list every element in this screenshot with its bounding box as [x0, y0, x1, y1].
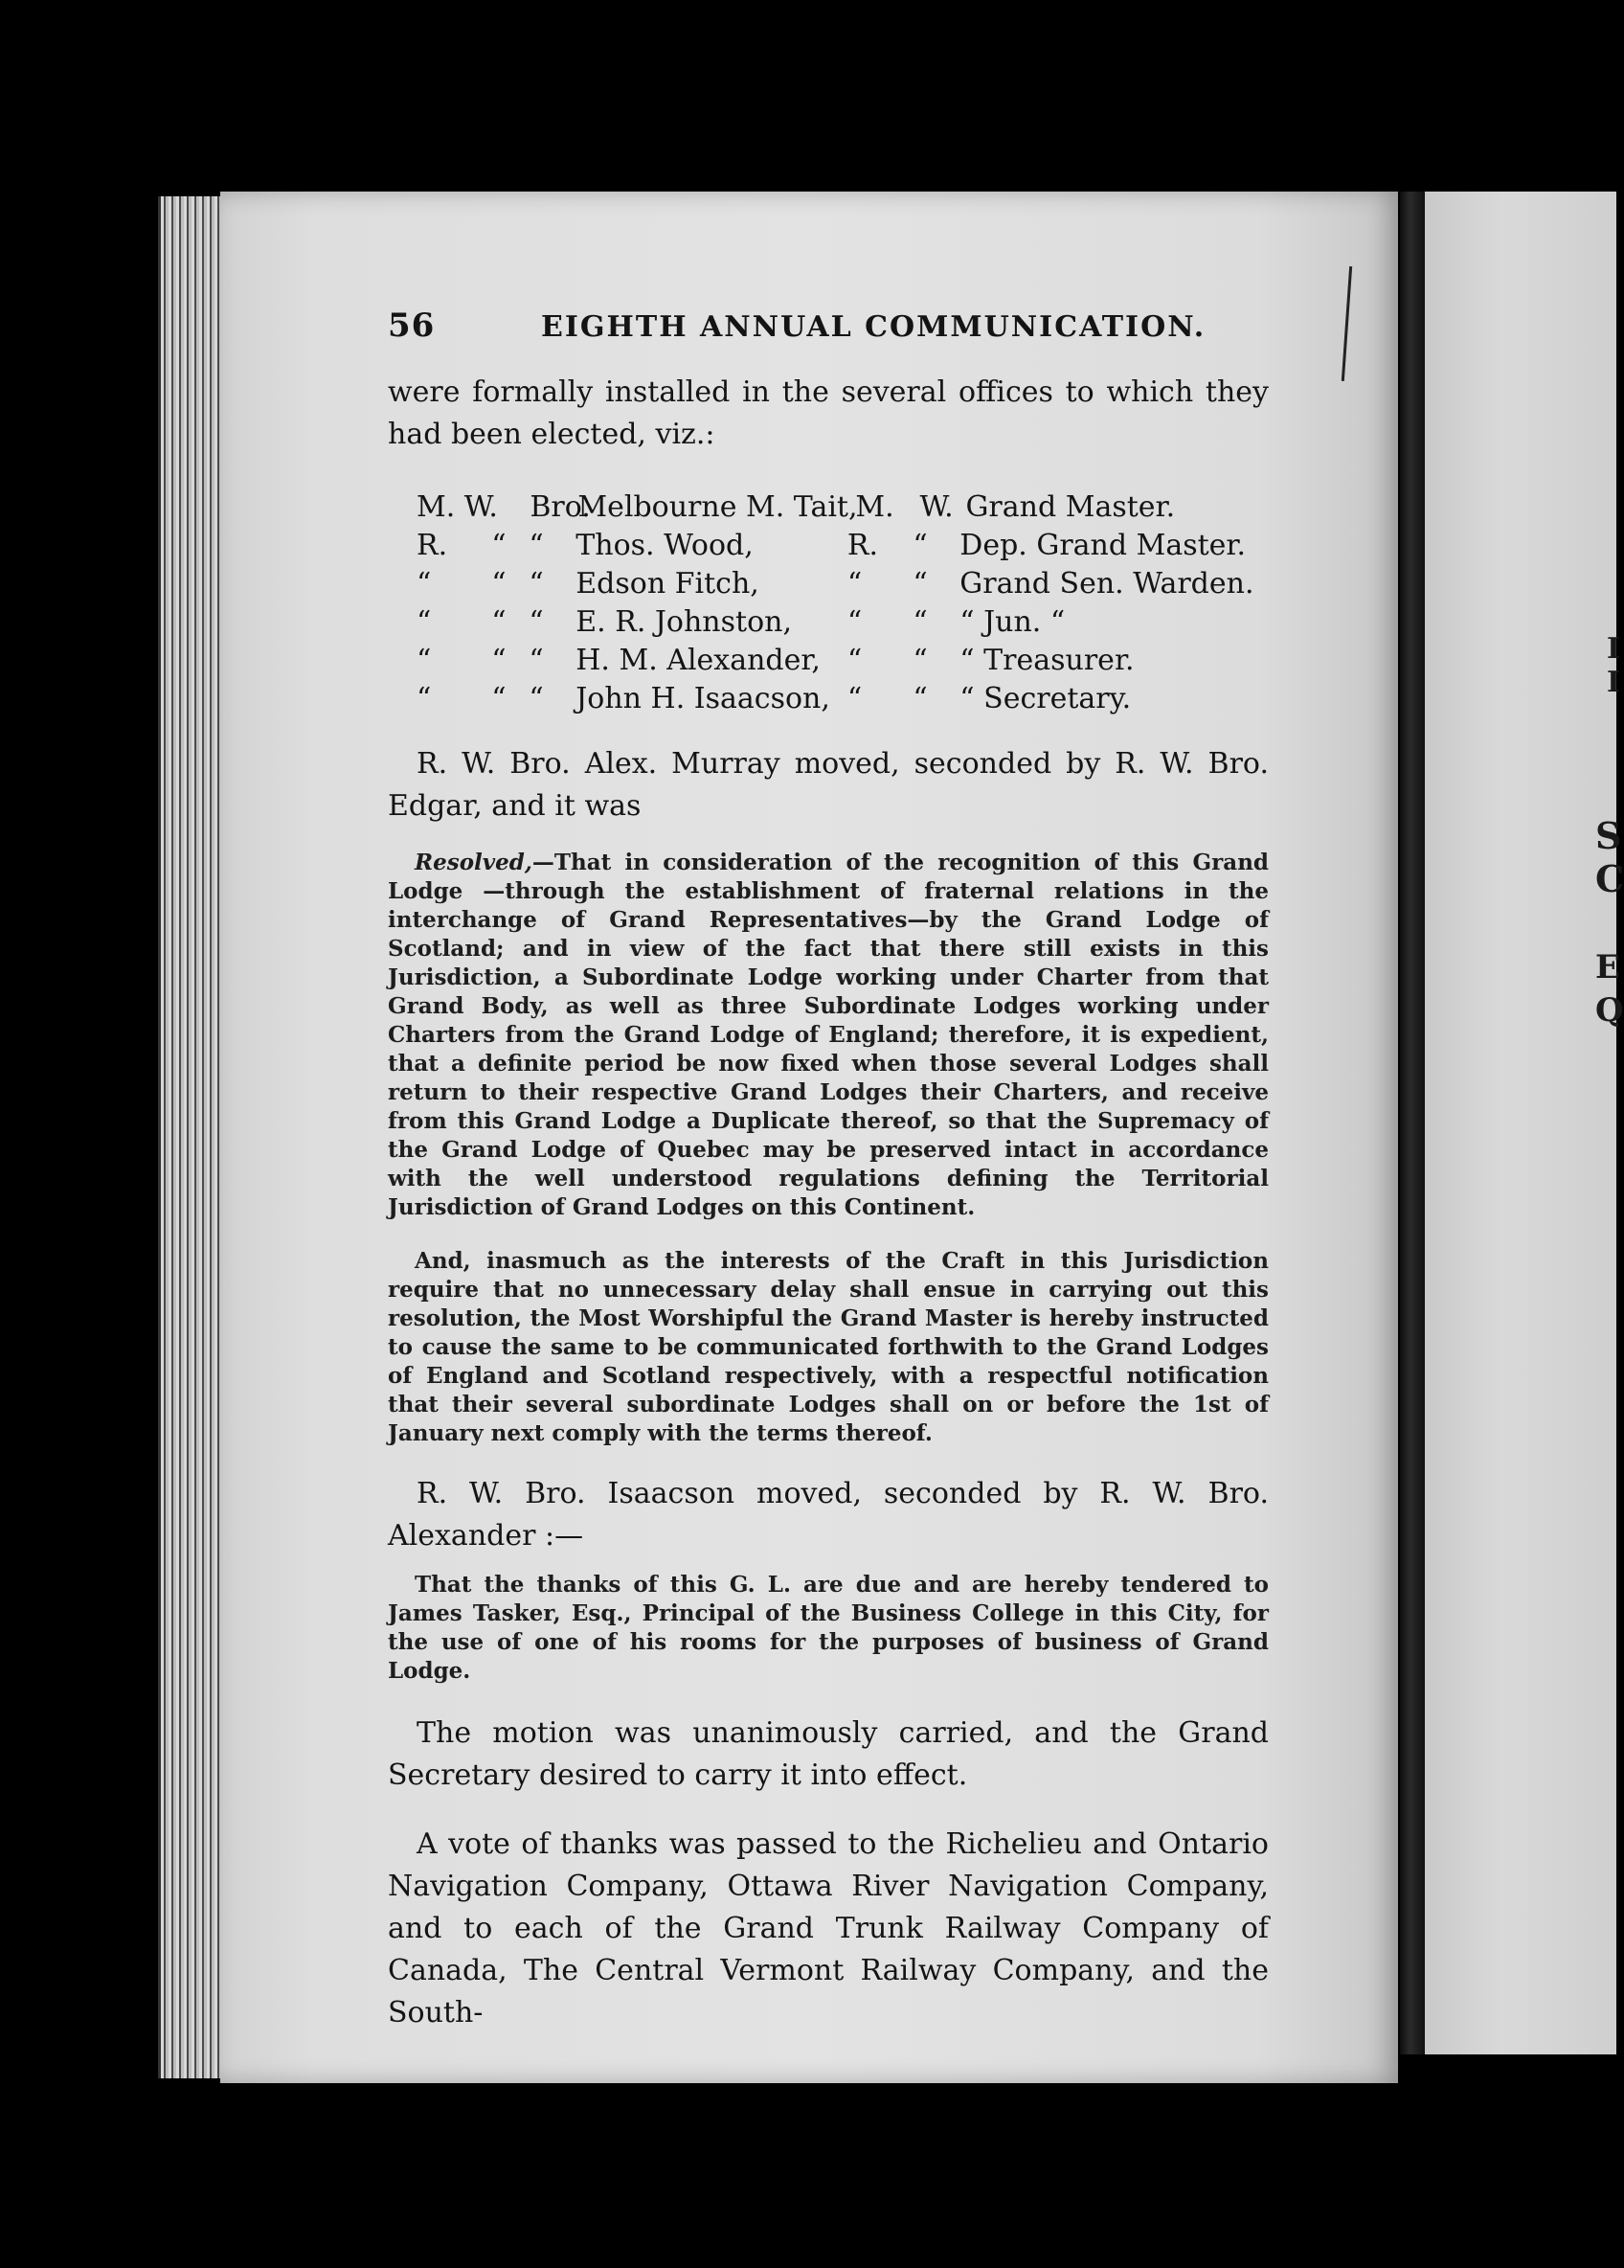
office-title: Dep. Grand Master.: [959, 529, 1246, 562]
facing-page-fragment: Q: [1595, 991, 1624, 1030]
page-number: 56: [388, 306, 436, 345]
resolution-lead: Resolved,: [415, 850, 532, 875]
facing-page-fragment: C: [1595, 857, 1624, 900]
officer-rank: “: [417, 682, 432, 715]
officer-rank-2: “: [491, 529, 507, 562]
facing-page-fragment: I: [1607, 632, 1621, 666]
page-header: [388, 306, 1269, 345]
office-rank-2: “: [913, 529, 928, 562]
officer-name: E. R. Johnston,: [575, 605, 792, 639]
facing-page-edge: [1425, 192, 1624, 2054]
officer-row: [417, 527, 1269, 565]
office-title: Grand Sen. Warden.: [959, 567, 1254, 601]
office-rank-2: “: [913, 567, 928, 601]
office-title: Grand Master.: [965, 490, 1176, 524]
officer-name: H. M. Alexander,: [575, 644, 821, 677]
officer-rank-2: “: [491, 567, 507, 601]
officers-list: [417, 488, 1269, 718]
officer-rank-2: “: [491, 682, 507, 715]
officer-name: Thos. Wood,: [575, 529, 754, 562]
office-title: “ Treasurer.: [959, 644, 1135, 677]
officer-row: [417, 680, 1269, 718]
vote-of-thanks-paragraph: A vote of thanks was passed to the Richelieu and Ontario Navigation Company, Ottawa River Navigation Company, and to each of the Grand Trunk Railway Company of Canada, The Central Vermont Railway Company, and the South-: [388, 1827, 1269, 2030]
office-rank: “: [846, 682, 863, 715]
office-rank-2: W.: [919, 490, 954, 524]
office-rank: R.: [846, 529, 879, 562]
resolution-paragraph-2: And, inasmuch as the interests of the Craft in this Jurisdiction require that no unnecessary delay shall ensue in carrying out this resolution, the Most Worshipful the Grand Master is hereby instructed to cause the same to be communicated forthwith to the Grand Lodges of England and Scotland respectively, with a respectful notification that their several subordinate Lodges shall on or before the 1st of January next comply with the terms thereof.: [388, 1248, 1269, 1446]
officer-name: Edson Fitch,: [575, 567, 759, 601]
officer-rank-2: [493, 488, 530, 527]
facing-page-fragment: S: [1595, 814, 1622, 857]
resolution-text: —That in consideration of the recognition of this Grand Lodge —through the establishment of fraternal relations in the interchange of Grand Representatives—by the Grand Lodge of Scotland; and in view of the fact that there still exists in this Jurisdiction, a Subordinate Lodge working under Charter from that Grand Body, as well as three Subordinate Lodges working under Charters from the Grand Lodge of England; therefore, it is expedient, that a definite period be now fixed when those several Lodges shall return to their respective Grand Lodges their Charters, and receive from this Grand Lodge a Duplicate thereof, so that the Supremacy of the Grand Lodge of Quebec may be preserved intact in accordance with the well understood regulations defining the Territorial Jurisdiction of Grand Lodges on this Continent.: [388, 850, 1269, 1220]
office-rank-2: “: [913, 605, 928, 639]
office-rank: M.: [855, 490, 894, 524]
officer-row: [417, 603, 1269, 642]
office-title: “ Secretary.: [959, 682, 1132, 715]
officer-title: “: [529, 605, 544, 639]
officer-title: Bro.: [530, 490, 591, 524]
motion-paragraph: R. W. Bro. Alex. Murray moved, seconded by R. W. Bro. Edgar, and it was: [388, 747, 1269, 823]
resolution-paragraph: [388, 849, 1269, 1222]
officer-name: John H. Isaacson,: [575, 682, 830, 715]
officer-rank: M. W.: [417, 490, 498, 524]
officer-rank-2: “: [491, 644, 507, 677]
office-rank-2: “: [913, 644, 928, 677]
officer-rank: “: [417, 605, 432, 639]
thanks-motion: That the thanks of this G. L. are due and are hereby tendered to James Tasker, Esq., Principal of the Business College in this City, for the use of one of his rooms for the purposes of business of Grand Lodge.: [388, 1572, 1269, 1684]
officer-rank: “: [417, 644, 432, 677]
officer-row: [417, 565, 1269, 603]
carried-paragraph: The motion was unanimously carried, and the Grand Secretary desired to carry it into effect.: [388, 1716, 1269, 1792]
officer-title: “: [529, 567, 544, 601]
office-rank-2: “: [913, 682, 928, 715]
officer-rank: “: [417, 567, 432, 601]
motion-paragraph-2: R. W. Bro. Isaacson moved, seconded by R. W. Bro. Alexander :—: [388, 1477, 1269, 1553]
officer-name: Melbourne M. Tait,: [577, 490, 858, 524]
book-gutter: [1400, 192, 1425, 2054]
facing-page-fragment: I: [1607, 666, 1621, 699]
office-rank: “: [846, 644, 863, 677]
officer-rank: R.: [417, 529, 448, 562]
running-title: EIGHTH ANNUAL COMMUNICATION.: [541, 310, 1207, 344]
officer-title: “: [529, 682, 544, 715]
office-title: “ Jun. “: [959, 605, 1066, 639]
officer-title: “: [529, 644, 544, 677]
intro-paragraph: were formally installed in the several offices to which they had been elected, viz.:: [388, 375, 1269, 451]
office-rank: “: [846, 605, 863, 639]
page-content: [388, 306, 1269, 2034]
officer-row: [417, 488, 1269, 527]
officer-title: “: [529, 529, 544, 562]
facing-page-fragment: E: [1595, 948, 1620, 987]
officer-rank-2: “: [491, 605, 507, 639]
office-rank: “: [846, 567, 863, 601]
officer-row: [417, 642, 1269, 680]
